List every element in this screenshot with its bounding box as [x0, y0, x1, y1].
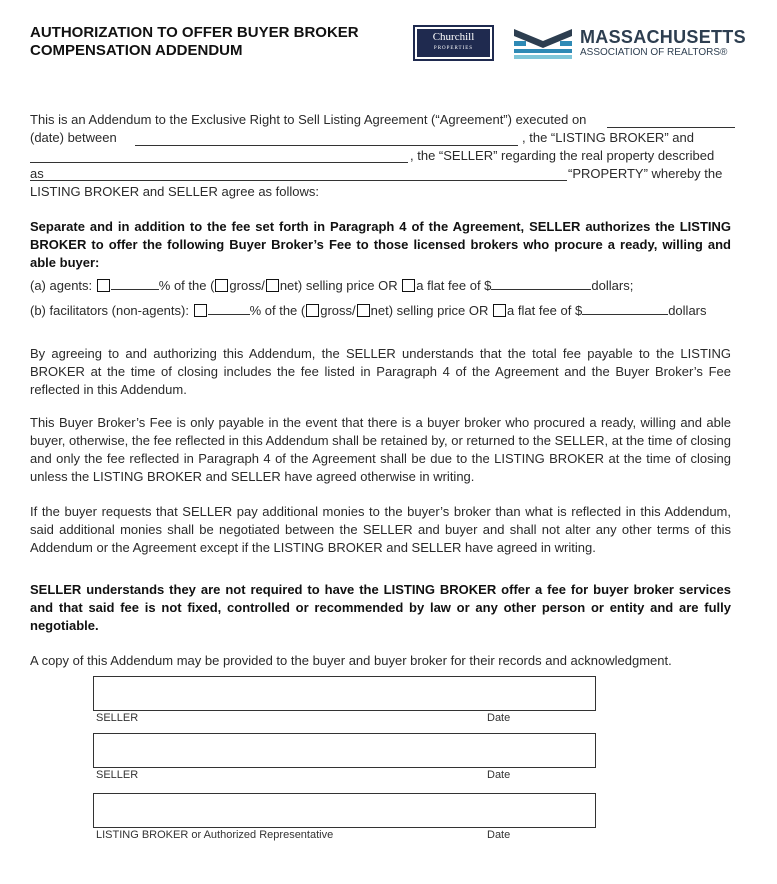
facilitators-flat-text: a flat fee of $: [507, 303, 583, 318]
agents-gross-text: gross/: [229, 278, 265, 293]
authorization-paragraph: Separate and in addition to the fee set forth in Paragraph 4 of the Agreement, SELLER authorizes the LISTING BROKER to offer the following Buyer Broker’s Fee to those licensed brokers who procure a ready, willing and able buyer:: [30, 219, 731, 270]
intro-line-4b: “PROPERTY” whereby the: [568, 166, 723, 181]
paragraph-payable: This Buyer Broker’s Fee is only payable in the event that there is a buyer broker who procured a ready, willing and able buyer, otherwise, the fee reflected in this Addendum shall be retained by, or returned to the SELLER, at the time of closing and only the fee reflected in Paragraph 4 of the Agreement shall be due to the LISTING BROKER at the time of closing unless the LISTING BROKER and SELLER have agreed otherwise in writing.: [30, 415, 731, 484]
churchill-logo-sub: PROPERTIES: [433, 46, 474, 51]
agents-flat-amount-field[interactable]: [491, 276, 591, 290]
agents-pct-text: % of the (: [158, 278, 215, 293]
agents-checkbox[interactable]: [97, 279, 110, 292]
seller-2-signature-box[interactable]: [93, 733, 596, 768]
seller-1-signature-box[interactable]: [93, 676, 596, 711]
intro-line-2a: (date) between: [30, 130, 117, 145]
agents-dollars-text: dollars;: [591, 278, 634, 293]
document-title: [30, 24, 359, 60]
mar-logo-icon: [514, 27, 572, 61]
agents-label: (a) agents:: [30, 278, 93, 293]
seller-name-field[interactable]: [30, 162, 408, 163]
agents-net-checkbox[interactable]: [266, 279, 279, 292]
seller-1-label: SELLER: [96, 712, 139, 724]
intro-line-1: This is an Addendum to the Exclusive Right to Sell Listing Agreement (“Agreement”) executed on: [30, 112, 587, 127]
facilitators-checkbox[interactable]: [194, 304, 207, 317]
seller-2-label: SELLER: [96, 769, 139, 781]
agents-flat-text: a flat fee of $: [416, 278, 492, 293]
broker-signature-box[interactable]: [93, 793, 596, 828]
seller-1-date-label: Date: [487, 712, 511, 724]
paragraph-copy: A copy of this Addendum may be provided to the buyer and buyer broker for their records and acknowledgment.: [30, 653, 672, 668]
intro-line-2b: , the “LISTING BROKER” and: [522, 130, 694, 145]
intro-line-4a: as: [30, 166, 44, 181]
agents-net-text: net) selling price OR: [279, 278, 398, 293]
intro-line-3: , the “SELLER” regarding the real property described: [410, 148, 715, 163]
churchill-logo-text: Churchill: [432, 31, 475, 43]
title-line-2: COMPENSATION ADDENDUM: [30, 42, 243, 59]
paragraph-total-fee: By agreeing to and authorizing this Addendum, the SELLER understands that the total fee payable to the LISTING BROKER at the time of closing includes the fee listed in Paragraph 4 of the Agreement and the Buyer Broker’s Fee reflected in this Addendum.: [30, 346, 731, 397]
mar-sub: ASSOCIATION OF REALTORS®: [580, 47, 728, 58]
paragraph-additional-monies: If the buyer requests that SELLER pay additional monies to the buyer’s broker than what is reflected in this Addendum, said additional monies shall be negotiated between the SELLER and buyer and shall not alter any other terms of this Addendum or the Agreement except if the LISTING BROKER and SELLER have agreed in writing.: [30, 504, 731, 555]
facilitators-net-text: net) selling price OR: [370, 303, 489, 318]
facilitators-pct-text: % of the (: [249, 303, 306, 318]
agents-flat-checkbox[interactable]: [402, 279, 415, 292]
facilitators-percent-field[interactable]: [208, 301, 250, 315]
agents-row: [30, 276, 633, 295]
paragraph-negotiable: SELLER understands they are not required to have the LISTING BROKER offer a fee for buyer broker services and that said fee is not fixed, controlled or recommended by law or any other person or entity and are fully negotiable.: [30, 582, 731, 633]
property-field[interactable]: [30, 180, 567, 181]
agents-gross-checkbox[interactable]: [215, 279, 228, 292]
seller-2-date-label: Date: [487, 769, 511, 781]
facilitators-gross-text: gross/: [320, 303, 356, 318]
facilitators-label: (b) facilitators (non-agents):: [30, 303, 189, 318]
churchill-logo: [413, 25, 494, 61]
facilitators-row: [30, 301, 707, 320]
title-line-1: AUTHORIZATION TO OFFER BUYER BROKER: [30, 24, 359, 41]
facilitators-dollars-text: dollars: [668, 303, 707, 318]
facilitators-flat-checkbox[interactable]: [493, 304, 506, 317]
facilitators-flat-amount-field[interactable]: [582, 301, 668, 315]
mar-logo-text: [580, 27, 746, 58]
date-field[interactable]: [607, 127, 735, 128]
broker-date-label: Date: [487, 829, 511, 841]
facilitators-gross-checkbox[interactable]: [306, 304, 319, 317]
facilitators-net-checkbox[interactable]: [357, 304, 370, 317]
listing-broker-field[interactable]: [135, 145, 518, 146]
mar-name: MASSACHUSETTS: [580, 27, 746, 47]
broker-label: LISTING BROKER or Authorized Representative: [96, 829, 334, 841]
agents-percent-field[interactable]: [111, 276, 159, 290]
intro-line-5: LISTING BROKER and SELLER agree as follows:: [30, 184, 320, 199]
